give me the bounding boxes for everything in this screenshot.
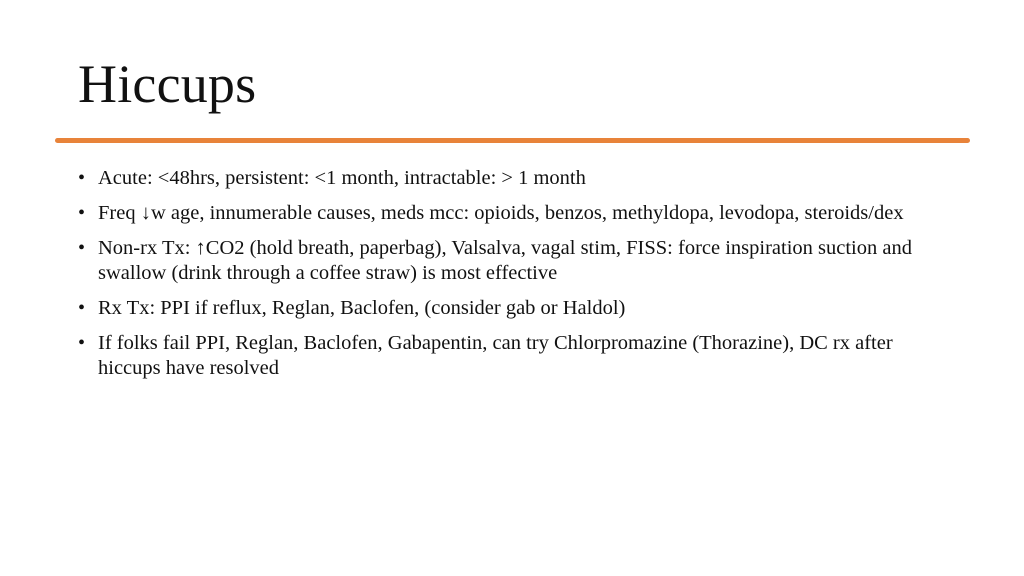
bullet-text: Rx Tx: PPI if reflux, Reglan, Baclofen, (consider gab or Haldol) — [98, 297, 626, 319]
bullet-item — [78, 296, 948, 321]
bullet-item — [78, 166, 948, 191]
bullet-dot-icon: • — [78, 297, 86, 319]
bullet-dot-icon: • — [78, 202, 86, 224]
bullet-text: Non-rx Tx: ↑CO2 (hold breath, paperbag), Valsalva, vagal stim, FISS: force inspiration suction and swallow (drink through a coffee straw) is most effective — [98, 237, 912, 284]
bullet-text: Acute: <48hrs, persistent: <1 month, intractable: > 1 month — [98, 167, 586, 189]
bullet-dot-icon: • — [78, 167, 86, 189]
bullet-item — [78, 201, 948, 226]
bullet-item — [78, 236, 948, 286]
bullet-list — [78, 166, 948, 391]
slide-title: Hiccups — [78, 54, 257, 114]
bullet-dot-icon: • — [78, 237, 86, 259]
bullet-item — [78, 331, 948, 381]
bullet-dot-icon: • — [78, 332, 86, 354]
title-divider — [55, 138, 970, 143]
bullet-text: Freq ↓w age, innumerable causes, meds mcc: opioids, benzos, methyldopa, levodopa, steroids/dex — [98, 202, 904, 224]
bullet-text: If folks fail PPI, Reglan, Baclofen, Gabapentin, can try Chlorpromazine (Thorazine), DC rx after hiccups have resolved — [98, 332, 893, 379]
